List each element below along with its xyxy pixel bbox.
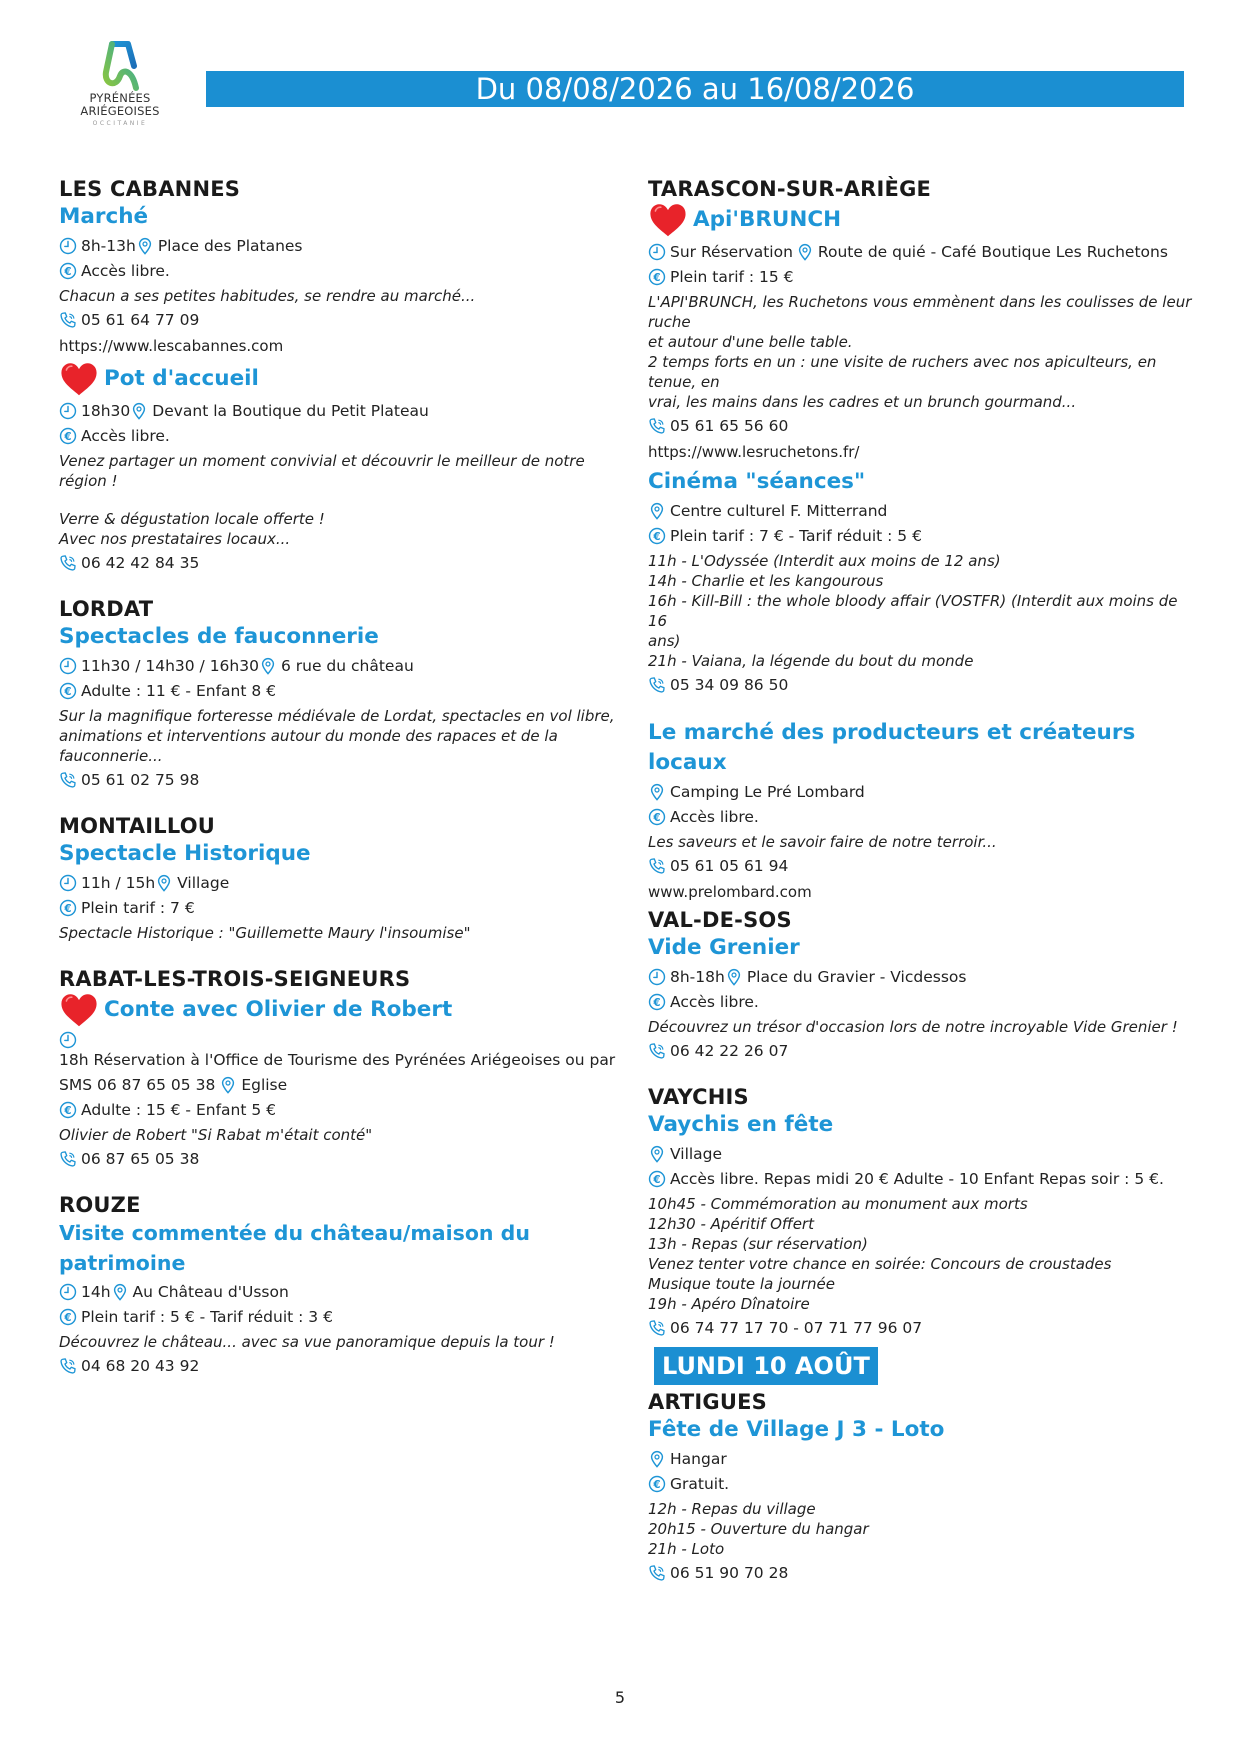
phone-icon <box>59 311 77 329</box>
logo-text-line1: PYRÉNÉES <box>89 91 151 105</box>
event-place: Place des Platanes <box>157 237 303 255</box>
event-phone[interactable] <box>648 415 1198 437</box>
event-title-text: Fête de Village J 3 - Loto <box>648 1417 945 1442</box>
event-title-text: Conte avec Olivier de Robert <box>104 997 453 1022</box>
clock-icon <box>59 402 77 420</box>
event-time-place <box>648 966 1198 988</box>
heart-icon <box>648 202 688 238</box>
event-price-text: Plein tarif : 7 € <box>81 899 195 917</box>
event-title-text: Spectacles de fauconnerie <box>59 624 379 649</box>
euro-icon <box>648 1475 666 1493</box>
event-title-text: Cinéma "séances" <box>648 469 866 494</box>
clock-icon <box>648 968 666 986</box>
event-place-row <box>648 1143 1198 1165</box>
event-price-text: Plein tarif : 5 € - Tarif réduit : 3 € <box>81 1308 333 1326</box>
clock-icon <box>59 657 77 675</box>
event-description: 10h45 - Commémoration au monument aux morts 12h30 - Apéritif Offert 13h - Repas (sur réservation) Venez tenter votre chance en soirée: Concours de croustades Musique toute la journée 19h - Apéro Dînatoire <box>648 1195 1112 1313</box>
event-price <box>648 806 1198 828</box>
euro-icon <box>59 1308 77 1326</box>
town-heading: MONTAILLOU <box>59 814 216 838</box>
event-title <box>648 1415 1198 1445</box>
heart-icon <box>59 992 99 1028</box>
event-description: Sur la magnifique forteresse médiévale de Lordat, spectacles en vol libre, animations et interventions autour du monde des rapaces et de la fauconnerie... <box>59 707 615 765</box>
date-range-banner: Du 08/08/2026 au 16/08/2026 <box>206 71 1184 107</box>
town-heading: RABAT-LES-TROIS-SEIGNEURS <box>59 967 411 991</box>
event-phone-number[interactable]: 05 61 05 61 94 <box>670 857 789 875</box>
phone-icon <box>648 1042 666 1060</box>
phone-icon <box>59 771 77 789</box>
event-title <box>59 992 619 1028</box>
event-title <box>59 839 619 869</box>
event-title <box>648 718 1198 778</box>
event-place: Route de quié - Café Boutique Les Ruchetons <box>817 243 1168 261</box>
event-price-text: Adulte : 15 € - Enfant 5 € <box>81 1101 276 1119</box>
event-place: Eglise <box>241 1076 288 1094</box>
event-phone-number[interactable]: 06 42 42 84 35 <box>81 554 200 572</box>
location-pin-icon <box>648 1450 666 1468</box>
event-price <box>59 1099 619 1121</box>
event-price <box>648 1168 1198 1190</box>
event-description: Verre & dégustation locale offerte ! Avec nos prestataires locaux... <box>59 510 325 548</box>
location-pin-icon <box>259 657 277 675</box>
location-pin-icon <box>136 237 154 255</box>
heart-icon <box>59 361 99 397</box>
event-title <box>59 202 619 232</box>
event-time-place <box>59 655 619 677</box>
event-phone-number[interactable]: 06 42 22 26 07 <box>670 1042 789 1060</box>
event-title <box>59 361 619 397</box>
event-title <box>648 467 1198 497</box>
event-price <box>59 897 619 919</box>
event-time: 11h30 / 14h30 / 16h30 <box>81 657 259 675</box>
event-phone-number[interactable]: 05 61 65 56 60 <box>670 417 789 435</box>
event-price <box>59 425 619 447</box>
location-pin-icon <box>155 874 173 892</box>
event-place: Centre culturel F. Mitterrand <box>670 502 888 520</box>
event-time: 18h30 <box>81 402 131 420</box>
location-pin-icon <box>130 402 148 420</box>
event-phone-number[interactable]: 06 87 65 05 38 <box>81 1150 200 1168</box>
euro-icon <box>59 899 77 917</box>
event-price <box>648 991 1198 1013</box>
location-pin-icon <box>648 1145 666 1163</box>
clock-icon <box>59 1031 77 1049</box>
event-phone[interactable] <box>648 1040 1198 1062</box>
event-url-link[interactable]: https://www.lesruchetons.fr/ <box>648 443 860 461</box>
euro-icon <box>648 527 666 545</box>
event-time: 8h-18h <box>670 968 725 986</box>
phone-icon <box>59 1150 77 1168</box>
event-phone[interactable] <box>59 1148 619 1170</box>
event-place-row <box>648 1448 1198 1470</box>
event-price <box>59 260 619 282</box>
event-price-text: Accès libre. <box>670 993 759 1011</box>
event-phone-number[interactable]: 05 61 02 75 98 <box>81 771 200 789</box>
event-title-text: Vaychis en fête <box>648 1112 834 1137</box>
clock-icon <box>59 1283 77 1301</box>
event-time-place <box>59 400 619 422</box>
event-url-link[interactable]: www.prelombard.com <box>648 883 812 901</box>
event-title <box>648 933 1198 963</box>
event-description: Les saveurs et le savoir faire de notre terroir... <box>648 833 997 851</box>
logo <box>72 40 168 140</box>
event-title <box>648 1110 1198 1140</box>
event-title-text: Visite commentée du château/maison du patrimoine <box>59 1221 530 1275</box>
event-price-text: Accès libre. <box>81 427 170 445</box>
location-pin-icon <box>796 243 814 261</box>
event-title-text: Vide Grenier <box>648 935 800 960</box>
event-time-place <box>59 872 619 894</box>
location-pin-icon <box>648 502 666 520</box>
phone-icon <box>59 1357 77 1375</box>
euro-icon <box>59 427 77 445</box>
event-place: 6 rue du château <box>280 657 414 675</box>
town-heading: ROUZE <box>59 1193 141 1217</box>
right-column <box>648 176 1198 1586</box>
event-description: Spectacle Historique : "Guillemette Maury l'insoumise" <box>59 924 471 942</box>
event-time-place <box>648 241 1198 263</box>
left-column <box>59 176 619 1379</box>
event-price <box>59 1306 619 1328</box>
event-phone[interactable] <box>648 855 1198 877</box>
event-title-text: Marché <box>59 204 149 229</box>
event-time: Sur Réservation <box>670 243 793 261</box>
event-phone-number[interactable]: 06 51 90 70 28 <box>670 1564 789 1582</box>
event-price-text: Plein tarif : 7 € - Tarif réduit : 5 € <box>670 527 922 545</box>
event-place: Au Château d'Usson <box>132 1283 289 1301</box>
event-price <box>648 525 1198 547</box>
event-title-text: Pot d'accueil <box>104 366 259 391</box>
euro-icon <box>648 268 666 286</box>
town-heading: ARTIGUES <box>648 1390 767 1414</box>
event-description: Venez partager un moment convivial et découvrir le meilleur de notre région ! <box>59 452 585 490</box>
event-phone[interactable] <box>59 309 619 331</box>
event-description: Chacun a ses petites habitudes, se rendre au marché... <box>59 287 476 305</box>
euro-icon <box>59 682 77 700</box>
event-time: 11h / 15h <box>81 874 156 892</box>
event-price-text: Accès libre. <box>81 262 170 280</box>
clock-icon <box>59 237 77 255</box>
event-description: Découvrez le château... avec sa vue panoramique depuis la tour ! <box>59 1333 555 1351</box>
event-price-text: Plein tarif : 15 € <box>670 268 794 286</box>
event-time: 18h Réservation à l'Office de Tourisme des Pyrénées Ariégeoises ou par <box>59 1051 616 1069</box>
event-price-text: Accès libre. Repas midi 20 € Adulte - 10 Enfant Repas soir : 5 €. <box>670 1170 1164 1188</box>
location-pin-icon <box>111 1283 129 1301</box>
event-price <box>648 266 1198 288</box>
event-price-text: Accès libre. <box>670 808 759 826</box>
event-time-place <box>59 1281 619 1303</box>
event-title-text: Le marché des producteurs et créateurs locaux <box>648 720 1136 775</box>
event-place: Devant la Boutique du Petit Plateau <box>152 402 429 420</box>
event-place: Place du Gravier - Vicdessos <box>746 968 967 986</box>
event-price <box>59 680 619 702</box>
event-price <box>648 1473 1198 1495</box>
event-phone-number[interactable]: 04 68 20 43 92 <box>81 1357 200 1375</box>
event-time-place <box>59 1074 619 1096</box>
town-heading: VAYCHIS <box>648 1085 749 1109</box>
event-phone[interactable] <box>59 1355 619 1377</box>
event-description: 11h - L'Odyssée (Interdit aux moins de 12 ans) 14h - Charlie et les kangourous 16h - Kill-Bill : the whole bloody affair (VOSTFR) (Interdit aux moins de 16 ans) 21h - Vaiana, la légende du bout du monde <box>648 552 1178 670</box>
event-place: Village <box>670 1145 723 1163</box>
event-phone-number[interactable]: 05 34 09 86 50 <box>670 676 789 694</box>
euro-icon <box>648 993 666 1011</box>
event-time: 14h <box>81 1283 111 1301</box>
day-heading: LUNDI 10 AOÛT <box>654 1347 878 1385</box>
town-heading: LES CABANNES <box>59 177 241 201</box>
event-time-continued: SMS 06 87 65 05 38 <box>59 1076 216 1094</box>
event-title <box>648 202 1198 238</box>
event-place-row <box>648 500 1198 522</box>
event-time-place <box>59 1031 619 1071</box>
event-place: Village <box>177 874 230 892</box>
event-phone-number[interactable]: 06 74 77 17 70 - 07 71 77 96 07 <box>670 1319 923 1337</box>
event-phone[interactable] <box>59 769 619 791</box>
clock-icon <box>648 243 666 261</box>
event-price-text: Gratuit. <box>670 1475 730 1493</box>
clock-icon <box>59 874 77 892</box>
event-phone[interactable] <box>59 552 619 574</box>
town-heading: TARASCON-SUR-ARIÈGE <box>648 177 932 201</box>
event-phone[interactable] <box>648 1317 1198 1339</box>
location-pin-icon <box>219 1076 237 1094</box>
phone-icon <box>648 676 666 694</box>
euro-icon <box>59 1101 77 1119</box>
event-place-row <box>648 781 1198 803</box>
event-url-link[interactable]: https://www.lescabannes.com <box>59 337 284 355</box>
event-time: 8h-13h <box>81 237 136 255</box>
event-description: Découvrez un trésor d'occasion lors de notre incroyable Vide Grenier ! <box>648 1018 1178 1036</box>
location-pin-icon <box>725 968 743 986</box>
town-heading: LORDAT <box>59 597 154 621</box>
pyrenees-logo-icon <box>98 40 142 92</box>
euro-icon <box>648 1170 666 1188</box>
phone-icon <box>59 554 77 572</box>
event-time-place <box>59 235 619 257</box>
logo-text-line2: ARIÉGEOISES <box>80 104 160 118</box>
euro-icon <box>648 808 666 826</box>
event-price-text: Adulte : 11 € - Enfant 8 € <box>81 682 276 700</box>
event-title <box>59 1218 619 1278</box>
event-description: 12h - Repas du village 20h15 - Ouverture du hangar 21h - Loto <box>648 1500 869 1558</box>
event-phone[interactable] <box>648 674 1198 696</box>
event-description: L'API'BRUNCH, les Ruchetons vous emmènent dans les coulisses de leur ruche et autour d'une belle table. 2 temps forts en un : une visite de ruchers avec nos apiculteurs, en tenue, en vrai, les mains dans les cadres et un brunch gourmand... <box>648 293 1192 411</box>
phone-icon <box>648 857 666 875</box>
page-number: 5 <box>614 1688 626 1707</box>
phone-icon <box>648 1564 666 1582</box>
event-phone-number[interactable]: 05 61 64 77 09 <box>81 311 200 329</box>
event-place: Hangar <box>670 1450 727 1468</box>
event-description: Olivier de Robert "Si Rabat m'était conté" <box>59 1126 373 1144</box>
phone-icon <box>648 417 666 435</box>
event-title <box>59 622 619 652</box>
euro-icon <box>59 262 77 280</box>
logo-text-line3: OCCITANIE <box>92 120 148 127</box>
event-title-text: Api'BRUNCH <box>693 207 842 232</box>
event-place: Camping Le Pré Lombard <box>670 783 865 801</box>
phone-icon <box>648 1319 666 1337</box>
town-heading: VAL-DE-SOS <box>648 908 792 932</box>
event-title-text: Spectacle Historique <box>59 841 311 866</box>
location-pin-icon <box>648 783 666 801</box>
event-phone[interactable] <box>648 1562 1198 1584</box>
